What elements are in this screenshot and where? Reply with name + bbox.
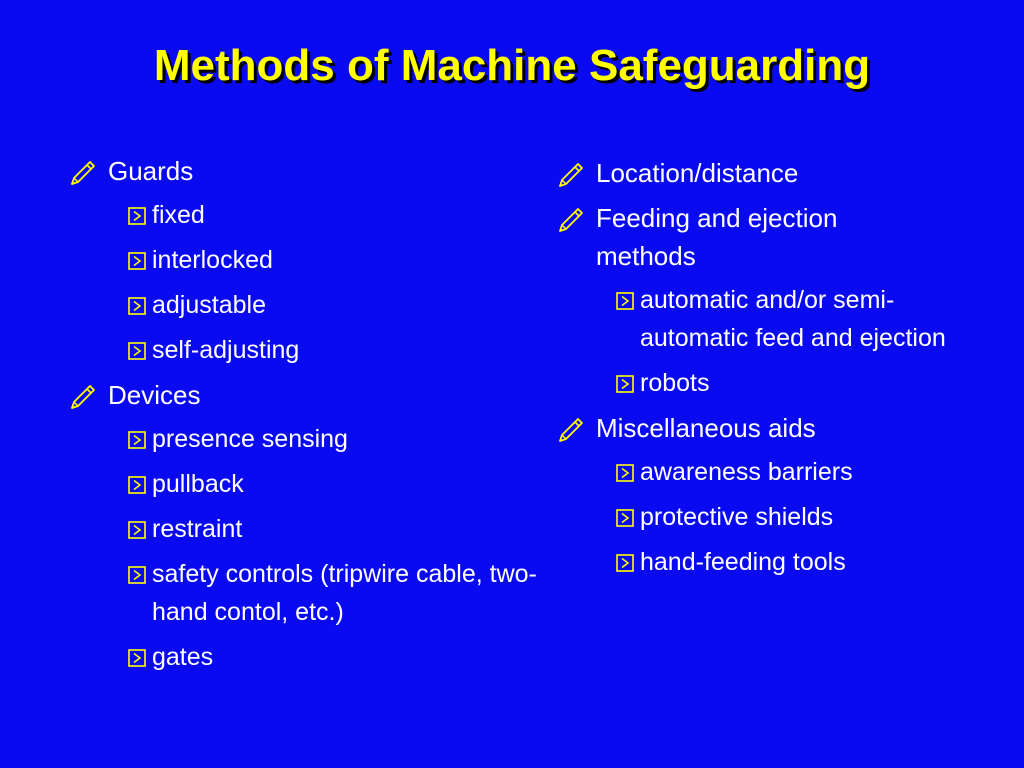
bullet-label: Feeding and ejection methods [596,203,838,271]
slide-title: Methods of Machine Safeguarding [153,41,871,90]
bullet-label: Guards [108,156,194,186]
sub-bullet-item [108,555,538,631]
pencil-icon [556,161,584,189]
sub-bullet-item [108,465,538,503]
sub-bullet-label: fixed [152,201,205,229]
sub-bullet-label: presence sensing [152,425,348,453]
pencil-icon [68,383,96,411]
bullet-location-distance [556,154,976,192]
sub-bullet-label: awareness barriers [640,458,853,486]
sub-bullet-label: pullback [152,470,244,498]
sub-bullet-item [108,286,538,324]
sub-bullet-item [108,241,538,279]
bullet-feeding-ejection [556,199,976,402]
bullet-devices [68,376,538,676]
chevron-box-icon [128,207,146,225]
chevron-box-icon [128,297,146,315]
sub-bullet-list [108,196,538,369]
sub-bullet-item [596,543,976,581]
sub-bullet-item [108,420,538,458]
chevron-box-icon [128,566,146,584]
sub-bullet-item [108,510,538,548]
bullet-guards [68,152,538,369]
chevron-box-icon [128,342,146,360]
bullet-misc-aids [556,409,976,581]
sub-bullet-label: safety controls (tripwire cable, two-hand contol, etc.) [152,560,537,626]
chevron-box-icon [128,252,146,270]
chevron-box-icon [616,464,634,482]
sub-bullet-label: self-adjusting [152,336,300,364]
bullet-label: Location/distance [596,158,799,188]
pencil-icon [68,159,96,187]
sub-bullet-item [596,498,976,536]
bullet-label: Devices [108,380,201,410]
left-bullet-list [68,152,538,676]
sub-bullet-item [108,196,538,234]
sub-bullet-list [596,453,976,581]
sub-bullet-item [596,453,976,491]
sub-bullet-list [108,420,538,676]
right-bullet-list [556,154,976,581]
chevron-box-icon [128,649,146,667]
left-column [68,152,538,683]
chevron-box-icon [128,476,146,494]
sub-bullet-label: automatic and/or semi-automatic feed and ejection [640,286,946,352]
pencil-icon [556,416,584,444]
sub-bullet-label: gates [152,643,214,671]
sub-bullet-item [108,638,538,676]
right-column [556,154,976,588]
chevron-box-icon [128,521,146,539]
sub-bullet-item [596,281,976,357]
sub-bullet-label: hand-feeding tools [640,548,846,576]
bullet-label: Miscellaneous aids [596,413,816,443]
chevron-box-icon [128,431,146,449]
sub-bullet-item [596,364,976,402]
sub-bullet-label: protective shields [640,503,834,531]
sub-bullet-label: robots [640,369,710,397]
chevron-box-icon [616,509,634,527]
chevron-box-icon [616,554,634,572]
sub-bullet-item [108,331,538,369]
sub-bullet-list [596,281,976,402]
chevron-box-icon [616,375,634,393]
chevron-box-icon [616,292,634,310]
sub-bullet-label: interlocked [152,246,273,274]
sub-bullet-label: adjustable [152,291,266,319]
sub-bullet-label: restraint [152,515,243,543]
pencil-icon [556,206,584,234]
